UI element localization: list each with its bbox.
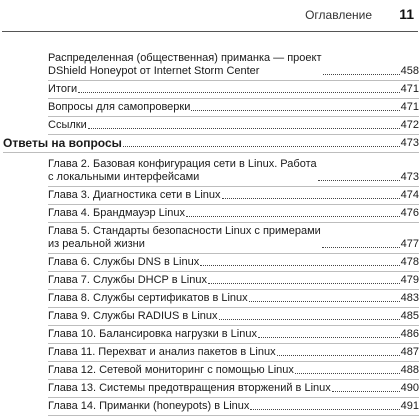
toc-entry[interactable] <box>48 310 419 323</box>
toc-entry-page: 458 <box>400 65 419 77</box>
entry-separator <box>48 204 419 205</box>
toc-entry[interactable] <box>48 83 419 96</box>
dot-leader <box>277 355 400 356</box>
toc-entry-page: 486 <box>400 328 419 340</box>
toc-entry-page: 471 <box>400 83 419 95</box>
toc-entry-title: Вопросы для самопроверки <box>48 101 191 113</box>
entry-separator <box>48 80 419 81</box>
entry-separator <box>48 271 419 272</box>
toc-entry[interactable] <box>48 52 419 78</box>
toc-entry-page: 488 <box>400 364 419 376</box>
dot-leader <box>295 373 400 374</box>
toc-entry-title: Глава 2. Базовая конфигурация сети в Linux. Работа с локальными интерфейсами <box>48 158 317 183</box>
toc-entry[interactable] <box>48 274 419 287</box>
toc-entry[interactable] <box>48 256 419 269</box>
toc-entry-page: 487 <box>400 346 419 358</box>
dot-leader <box>318 180 400 181</box>
toc-entry-title: Глава 14. Приманки (honeypots) в Linux <box>48 400 250 412</box>
toc-entry[interactable] <box>48 382 419 395</box>
toc-entry[interactable] <box>48 292 419 305</box>
entry-separator <box>48 325 419 326</box>
toc-entry-page: 491 <box>400 400 419 412</box>
entry-separator <box>48 253 419 254</box>
page-header <box>0 6 420 24</box>
toc-entry[interactable] <box>48 400 419 413</box>
dot-leader <box>78 92 400 93</box>
entry-separator <box>48 307 419 308</box>
toc-entry-title: Глава 6. Службы DNS в Linux <box>48 256 200 268</box>
dot-leader <box>250 409 399 410</box>
toc-entry-title: Глава 5. Стандарты безопасности Linux с примерами из реальной жизни <box>48 225 321 250</box>
entry-separator <box>48 361 419 362</box>
toc-entry-page: 473 <box>400 171 419 183</box>
dot-leader <box>200 265 399 266</box>
toc-entry-page: 477 <box>400 238 419 250</box>
entry-separator <box>48 222 419 223</box>
entry-separator <box>48 379 419 380</box>
entry-separator <box>48 343 419 344</box>
toc-entry-page: 476 <box>400 207 419 219</box>
toc-entry-title: Глава 9. Службы RADIUS в Linux <box>48 310 218 322</box>
toc-entry[interactable] <box>48 119 419 132</box>
toc-entry-title: Глава 13. Системы предотвращения вторжений в Linux <box>48 382 331 394</box>
toc-entry-title: Распределенная (общественная) приманка — проект DShield Honeypot от Internet Storm Center <box>48 52 322 77</box>
toc-entry-title: Глава 7. Службы DHCP в Linux <box>48 274 207 286</box>
toc-entry-title: Глава 3. Диагностика сети в Linux <box>48 189 221 201</box>
toc-entry-page: 485 <box>400 310 419 322</box>
toc-entry[interactable] <box>48 189 419 202</box>
toc-entry[interactable] <box>48 364 419 377</box>
entry-separator <box>48 397 419 398</box>
dot-leader <box>208 283 400 284</box>
running-header-title: Оглавление <box>305 8 372 22</box>
dot-leader <box>322 247 400 248</box>
toc-entry-title: Ответы на вопросы <box>3 136 122 150</box>
toc-entry[interactable] <box>48 346 419 359</box>
header-rule <box>2 31 418 32</box>
toc-entry[interactable] <box>48 328 419 341</box>
toc-entry-page: 478 <box>400 256 419 268</box>
toc-entry[interactable] <box>48 158 419 184</box>
toc-entry-page: 474 <box>400 189 419 201</box>
toc-entry-title: Глава 8. Службы сертификатов в Linux <box>48 292 248 304</box>
toc-entry-page: 472 <box>400 119 419 131</box>
dot-leader <box>258 337 400 338</box>
toc-entry-title: Итоги <box>48 83 78 95</box>
toc-entry-page: 483 <box>400 292 419 304</box>
entry-separator <box>48 186 419 187</box>
entry-separator <box>3 152 419 153</box>
toc-entry-title: Глава 12. Сетевой мониторинг с помощью Linux <box>48 364 294 376</box>
entry-separator <box>48 116 419 117</box>
dot-leader <box>222 198 400 199</box>
dot-leader <box>88 128 400 129</box>
dot-leader <box>186 216 400 217</box>
toc-entry-page: 471 <box>400 101 419 113</box>
toc-section-entry[interactable] <box>3 137 419 150</box>
toc-entry-title: Глава 10. Балансировка нагрузки в Linux <box>48 328 257 340</box>
dot-leader <box>323 74 400 75</box>
entry-separator <box>48 415 419 416</box>
toc-entry-page: 490 <box>400 382 419 394</box>
page-number: 11 <box>399 6 414 22</box>
toc-entry[interactable] <box>48 101 419 114</box>
entry-separator <box>48 134 419 135</box>
dot-leader <box>219 319 400 320</box>
toc-entry[interactable] <box>48 207 419 220</box>
toc-entry-page: 473 <box>400 137 419 149</box>
toc-entry-title: Глава 11. Перехват и анализ пакетов в Linux <box>48 346 276 358</box>
entry-separator <box>48 98 419 99</box>
entry-separator <box>48 289 419 290</box>
dot-leader <box>123 146 400 147</box>
dot-leader <box>332 391 400 392</box>
toc-entry-title: Глава 4. Брандмауэр Linux <box>48 207 185 219</box>
dot-leader <box>191 110 399 111</box>
dot-leader <box>249 301 400 302</box>
toc-entry[interactable] <box>48 225 419 251</box>
toc-entry-title: Ссылки <box>48 119 87 131</box>
toc-entry-page: 479 <box>400 274 419 286</box>
